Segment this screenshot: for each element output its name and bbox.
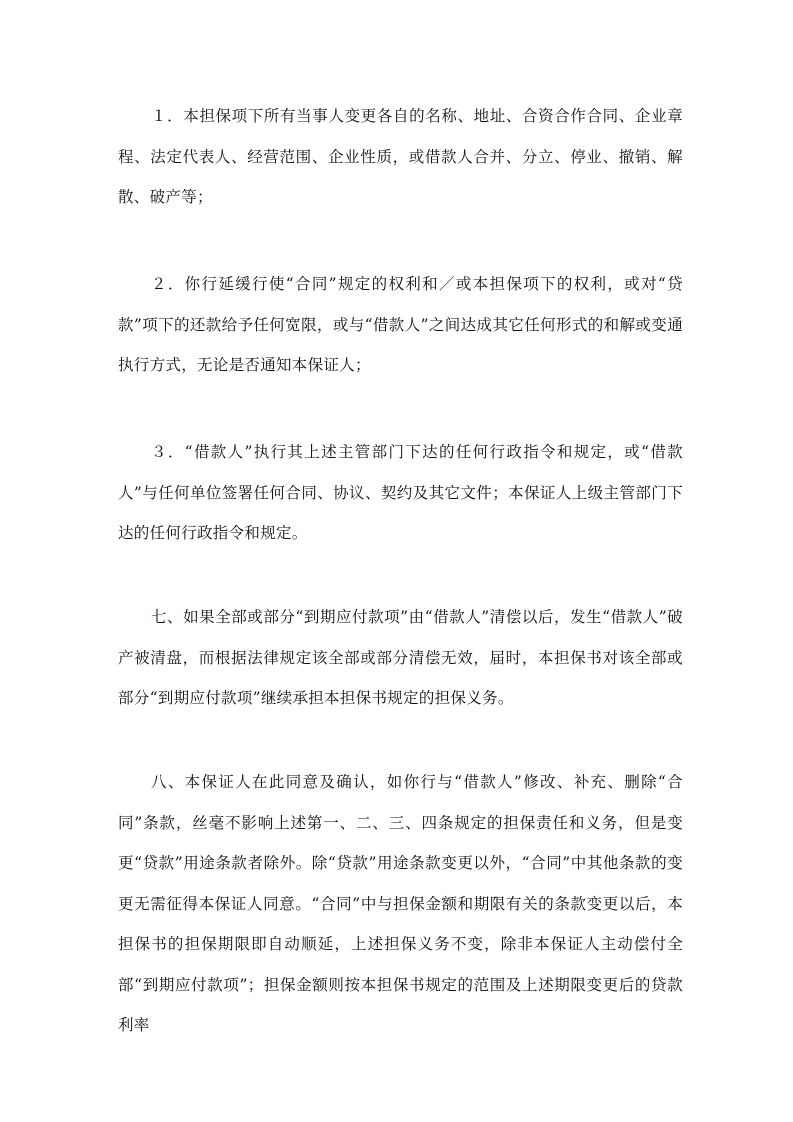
clause-paragraph-2: ２．你行延缓行使“合同”规定的权利和／或本担保项下的权利，或对“贷款”项下的还款给予任何宽限，或与“借款人”之间达成其它任何形式的和解或变通执行方式，无论是否通知本保证人； xyxy=(118,275,683,374)
article-seven-paragraph: 七、如果全部或部分“到期应付款项”由“借款人”清偿以后，发生“借款人”破产被清盘，而根据法律规定该全部或部分清偿无效，届时，本担保书对该全部或部分“到期应付款项”继续承担本担保书规定的担保义务。 xyxy=(118,608,683,707)
clause-paragraph-1: １．本担保项下所有当事人变更各自的名称、地址、合资合作合同、企业章程、法定代表人、经营范围、企业性质，或借款人合并、分立、停业、撤销、解散、破产等； xyxy=(118,107,683,206)
article-eight-paragraph: 八、本保证人在此同意及确认，如你行与“借款人”修改、补充、删除“合同”条款，丝毫不影响上述第一、二、三、四条规定的担保责任和义务，但是变更“贷款”用途条款者除外。除“贷款”用途条款变更以外，“合同”中其他条款的变更无需征得本保证人同意。“合同”中与担保金额和期限有关的条款变更以后，本担保书的担保期限即自动顺延，上述担保义务不变，除非本保证人主动偿付全部“到期应付款项”；担保金额则按本担保书规定的范围及上述期限变更后的贷款利率 xyxy=(118,773,683,1034)
clause-paragraph-3: ３．“借款人”执行其上述主管部门下达的任何行政指令和规定，或“借款人”与任何单位签署任何合同、协议、契约及其它文件；本保证人上级主管部门下达的任何行政指令和规定。 xyxy=(118,443,683,542)
